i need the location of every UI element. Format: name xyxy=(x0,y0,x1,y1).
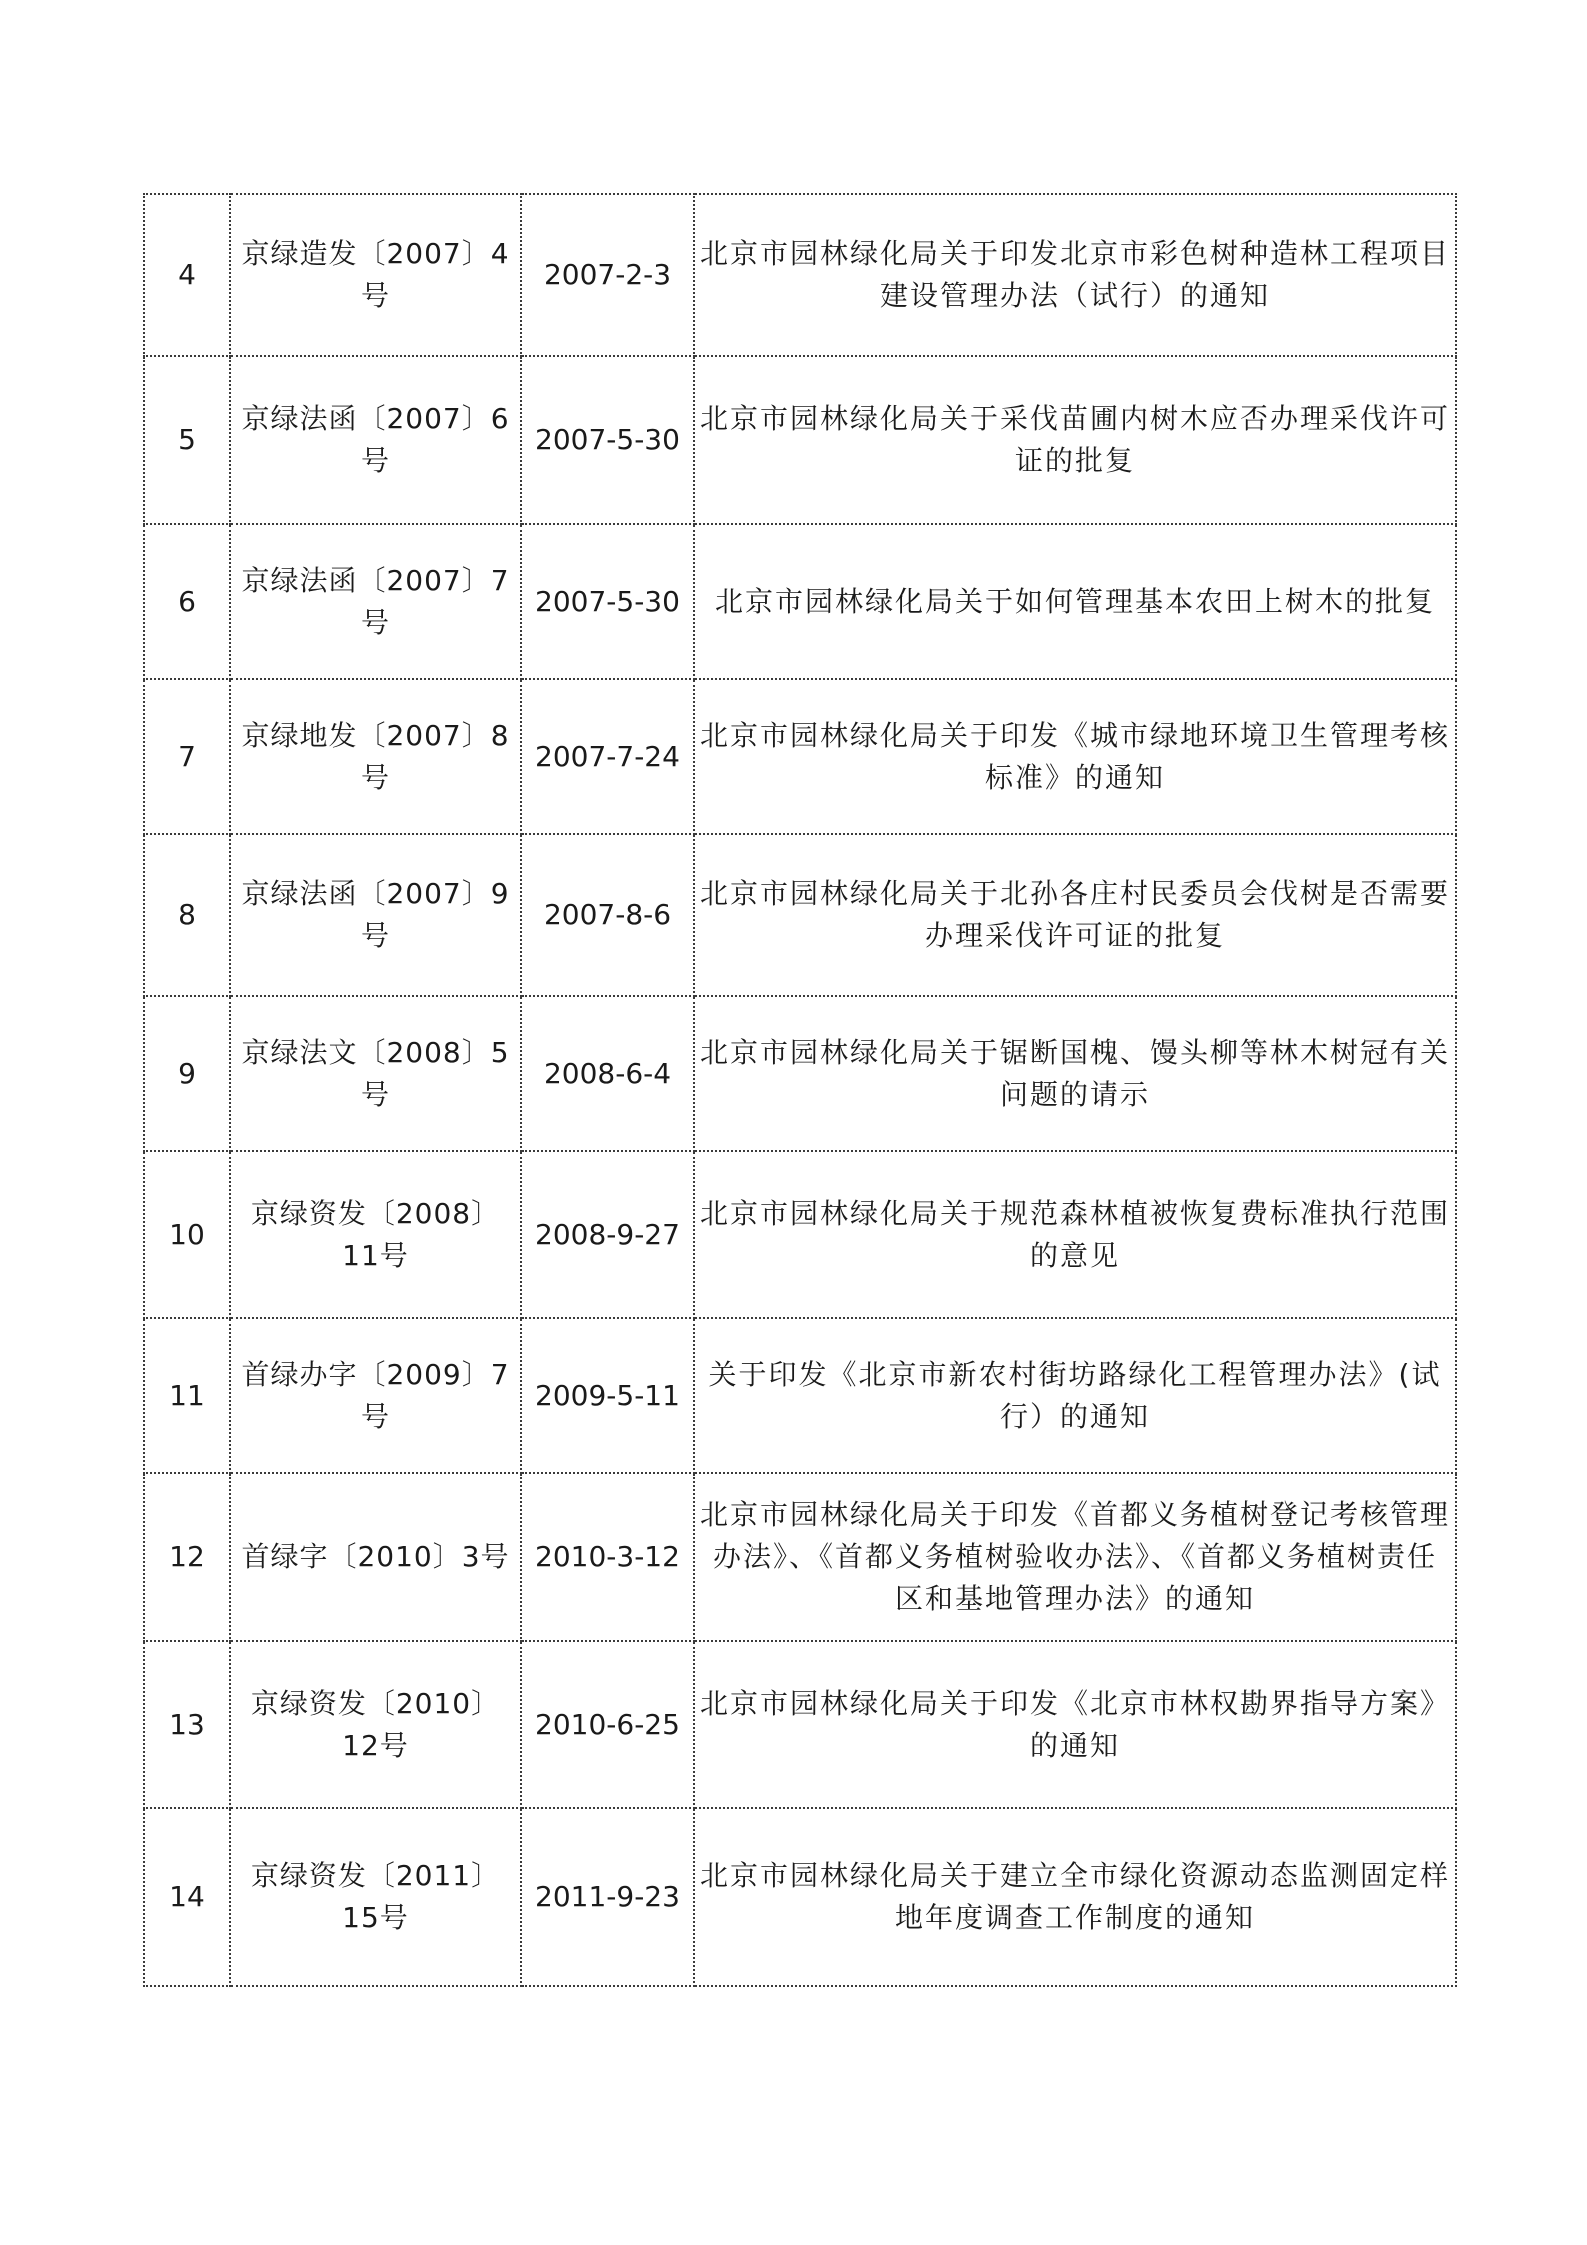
document-date: 2007-5-30 xyxy=(521,356,694,524)
document-code: 京绿造发〔2007〕4号 xyxy=(230,194,521,356)
row-number: 14 xyxy=(144,1808,230,1986)
document-date: 2010-3-12 xyxy=(521,1473,694,1641)
table-row xyxy=(144,524,1456,679)
document-table xyxy=(143,193,1457,1987)
document-code: 京绿资发〔2011〕15号 xyxy=(230,1808,521,1986)
document-title: 北京市园林绿化局关于采伐苗圃内树木应否办理采伐许可证的批复 xyxy=(694,356,1456,524)
table-row xyxy=(144,1151,1456,1318)
document-title: 北京市园林绿化局关于规范森林植被恢复费标准执行范围的意见 xyxy=(694,1151,1456,1318)
document-title: 北京市园林绿化局关于如何管理基本农田上树木的批复 xyxy=(694,524,1456,679)
row-number: 13 xyxy=(144,1641,230,1808)
row-number: 4 xyxy=(144,194,230,356)
document-code: 京绿法函〔2007〕9号 xyxy=(230,834,521,996)
table-row xyxy=(144,1318,1456,1473)
document-date: 2007-7-24 xyxy=(521,679,694,834)
document-title: 北京市园林绿化局关于建立全市绿化资源动态监测固定样地年度调查工作制度的通知 xyxy=(694,1808,1456,1986)
document-date: 2008-9-27 xyxy=(521,1151,694,1318)
document-title: 北京市园林绿化局关于印发《首都义务植树登记考核管理办法》、《首都义务植树验收办法》、《首都义务植树责任区和基地管理办法》的通知 xyxy=(694,1473,1456,1641)
row-number: 12 xyxy=(144,1473,230,1641)
row-number: 11 xyxy=(144,1318,230,1473)
table-row xyxy=(144,834,1456,996)
document-date: 2010-6-25 xyxy=(521,1641,694,1808)
document-date: 2007-8-6 xyxy=(521,834,694,996)
row-number: 8 xyxy=(144,834,230,996)
document-date: 2007-2-3 xyxy=(521,194,694,356)
table-row xyxy=(144,356,1456,524)
document-date: 2011-9-23 xyxy=(521,1808,694,1986)
document-date: 2007-5-30 xyxy=(521,524,694,679)
table-row xyxy=(144,1808,1456,1986)
row-number: 5 xyxy=(144,356,230,524)
document-title: 北京市园林绿化局关于印发《城市绿地环境卫生管理考核标准》的通知 xyxy=(694,679,1456,834)
document-code: 京绿法文〔2008〕5号 xyxy=(230,996,521,1151)
document-date: 2008-6-4 xyxy=(521,996,694,1151)
document-code: 京绿法函〔2007〕6号 xyxy=(230,356,521,524)
table-row xyxy=(144,996,1456,1151)
document-code: 首绿字〔2010〕3号 xyxy=(230,1473,521,1641)
document-code: 京绿资发〔2008〕11号 xyxy=(230,1151,521,1318)
row-number: 9 xyxy=(144,996,230,1151)
document-code: 首绿办字〔2009〕7号 xyxy=(230,1318,521,1473)
document-title: 北京市园林绿化局关于印发《北京市林权勘界指导方案》的通知 xyxy=(694,1641,1456,1808)
document-code: 京绿法函〔2007〕7号 xyxy=(230,524,521,679)
document-title: 北京市园林绿化局关于印发北京市彩色树种造林工程项目建设管理办法（试行）的通知 xyxy=(694,194,1456,356)
table-row xyxy=(144,194,1456,356)
document-title: 北京市园林绿化局关于锯断国槐、馒头柳等林木树冠有关问题的请示 xyxy=(694,996,1456,1151)
document-title: 北京市园林绿化局关于北孙各庄村民委员会伐树是否需要办理采伐许可证的批复 xyxy=(694,834,1456,996)
row-number: 6 xyxy=(144,524,230,679)
document-code: 京绿地发〔2007〕8号 xyxy=(230,679,521,834)
table-row xyxy=(144,1641,1456,1808)
document-title: 关于印发《北京市新农村街坊路绿化工程管理办法》(试行）的通知 xyxy=(694,1318,1456,1473)
document-code: 京绿资发〔2010〕12号 xyxy=(230,1641,521,1808)
row-number: 10 xyxy=(144,1151,230,1318)
document-date: 2009-5-11 xyxy=(521,1318,694,1473)
table-row xyxy=(144,679,1456,834)
row-number: 7 xyxy=(144,679,230,834)
table-row xyxy=(144,1473,1456,1641)
